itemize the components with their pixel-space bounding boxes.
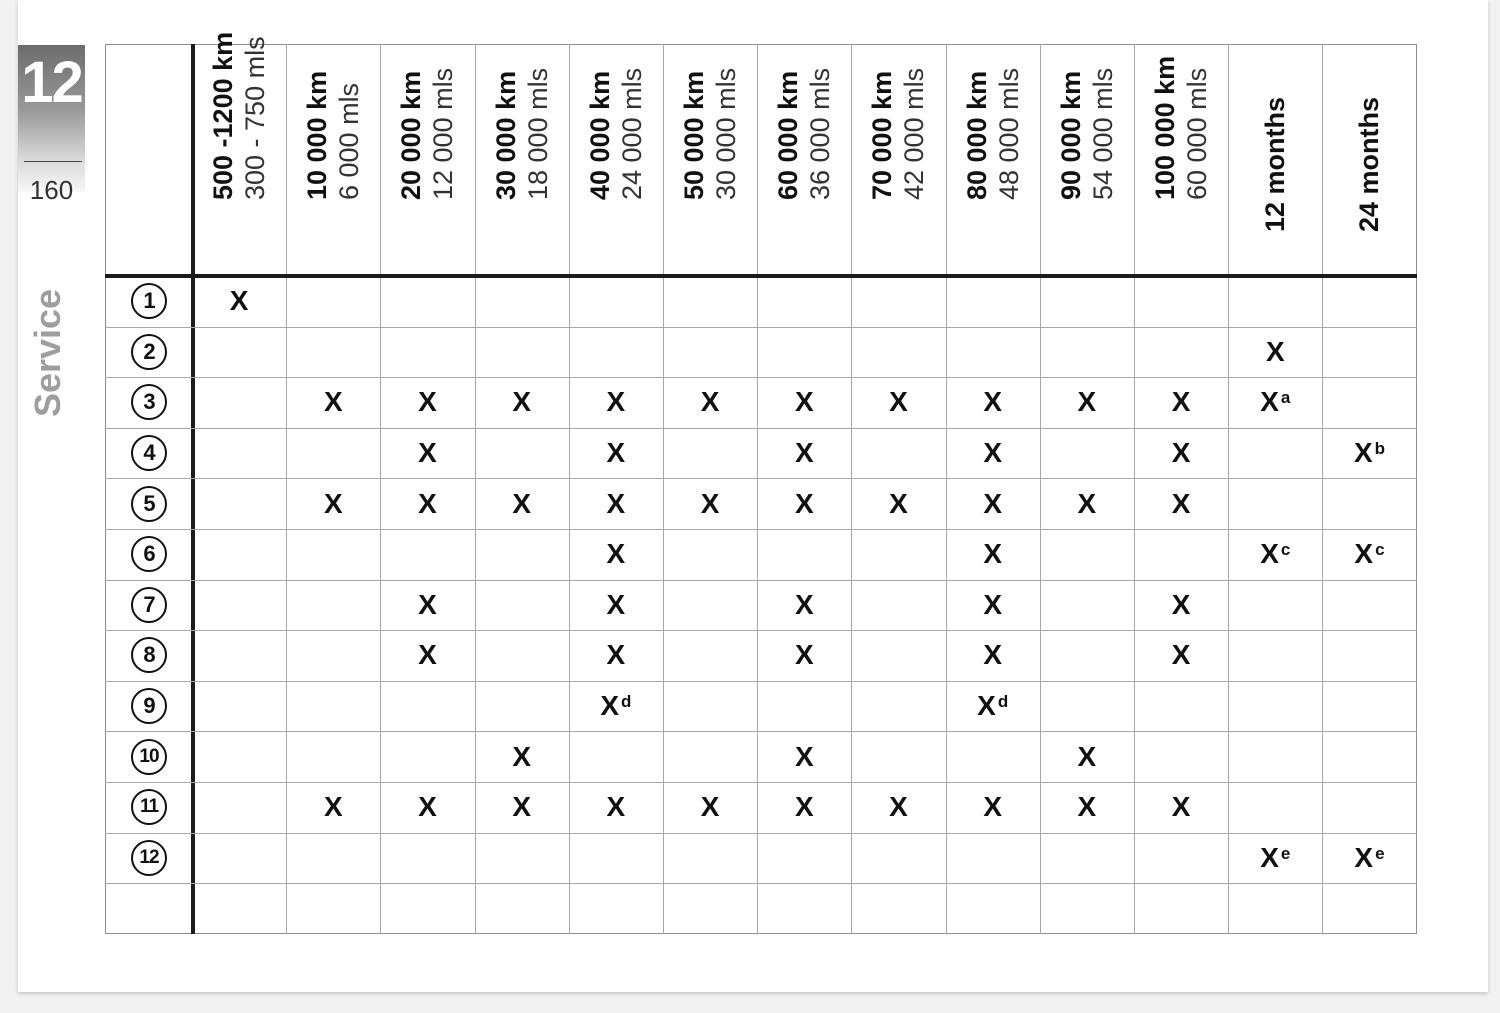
service-mark (1134, 782, 1228, 833)
service-mark (1134, 630, 1228, 681)
header-km: 30 000 km (490, 70, 521, 200)
service-mark (946, 428, 1040, 479)
service-mark (946, 580, 1040, 631)
service-mark (380, 630, 474, 681)
row-number (105, 276, 193, 327)
service-mark (946, 478, 1040, 529)
service-mark (569, 428, 663, 479)
header-km: 60 000 km (773, 70, 804, 200)
mark-x: X (983, 538, 1003, 570)
service-mark (475, 377, 569, 428)
row-number (105, 681, 193, 732)
service-mark (1134, 580, 1228, 631)
header-miles: 300 - 750 mls (240, 36, 271, 200)
service-mark (380, 478, 474, 529)
column-header-text (1259, 97, 1291, 232)
row-number (105, 327, 193, 378)
header-miles: 36 000 mls (805, 67, 836, 200)
service-mark (757, 377, 851, 428)
footnote-ref: c (1280, 540, 1291, 560)
row-divider (105, 529, 1417, 530)
footnote-ref: d (997, 692, 1009, 712)
service-mark (286, 377, 380, 428)
service-mark (380, 428, 474, 479)
service-mark (569, 630, 663, 681)
service-mark (663, 478, 757, 529)
column-header (1040, 44, 1134, 276)
service-mark (1040, 377, 1134, 428)
mark-x: X (512, 740, 532, 772)
mark-x: X (794, 639, 814, 671)
service-mark (569, 580, 663, 631)
header-miles: 6 000 mls (334, 82, 365, 200)
mark-x: X (512, 386, 532, 418)
row-number-badge: 3 (131, 384, 167, 420)
service-mark (946, 782, 1040, 833)
service-mark (946, 529, 1040, 580)
service-mark (1040, 731, 1134, 782)
mark-x: X (1077, 791, 1097, 823)
row-number (105, 428, 193, 479)
row-divider (105, 327, 1417, 328)
footnote-ref: e (1280, 843, 1291, 863)
mark-x: X (1265, 335, 1285, 367)
column-header-text (207, 32, 271, 200)
service-mark (946, 681, 1040, 732)
mark-x: X (794, 791, 814, 823)
column-header (851, 44, 945, 276)
row-number-badge: 5 (131, 486, 167, 522)
header-miles: 54 000 mls (1087, 67, 1118, 200)
mark-x: X (1260, 386, 1279, 418)
mark-x: X (418, 386, 437, 418)
mark-x: X (794, 588, 814, 620)
row-number-badge: 2 (131, 334, 167, 370)
mark-x: X (418, 437, 437, 469)
service-mark (286, 782, 380, 833)
footnote-ref: d (621, 692, 632, 712)
row-number (105, 630, 193, 681)
footnote-ref: e (1375, 843, 1385, 863)
header-km: 100 000 km (1150, 55, 1181, 200)
mark-x: X (794, 386, 814, 418)
row-number (105, 478, 193, 529)
chapter-number: 12 (21, 50, 82, 115)
header-miles: 30 000 mls (711, 67, 742, 200)
service-mark (192, 276, 286, 327)
column-header-text (1055, 68, 1119, 200)
row-number-badge: 4 (131, 435, 167, 471)
service-mark (663, 377, 757, 428)
service-mark (475, 478, 569, 529)
column-header (663, 44, 757, 276)
mark-x: X (1171, 487, 1191, 519)
header-km: 80 000 km (961, 70, 992, 200)
mark-x: X (794, 487, 814, 519)
mark-x: X (794, 740, 814, 772)
header-miles: 42 000 mls (899, 67, 930, 200)
column-header (475, 44, 569, 276)
header-miles: 60 000 mls (1182, 67, 1213, 200)
row-number (105, 529, 193, 580)
column-header (380, 44, 474, 276)
mark-x: X (983, 791, 1003, 823)
column-header (757, 44, 851, 276)
service-mark (475, 782, 569, 833)
mark-x: X (606, 639, 626, 671)
row-number-badge: 12 (131, 840, 167, 876)
mark-x: X (700, 386, 720, 418)
mark-x: X (794, 437, 814, 469)
mark-x: X (600, 690, 620, 722)
column-header (286, 44, 380, 276)
column-header-text (395, 68, 459, 200)
service-mark (380, 580, 474, 631)
mark-x: X (606, 538, 626, 570)
header-km: 500 -1200 km (208, 31, 239, 200)
header-km: 20 000 km (396, 70, 427, 200)
mark-x: X (418, 791, 437, 823)
service-mark (569, 681, 663, 732)
service-mark (757, 428, 851, 479)
mark-x: X (1354, 841, 1374, 873)
service-mark (1322, 428, 1416, 479)
footnote-ref: a (1280, 388, 1291, 408)
column-header (192, 31, 286, 276)
column-header-text (866, 68, 930, 200)
service-mark (1134, 377, 1228, 428)
service-mark (663, 782, 757, 833)
column-header-text (678, 68, 742, 200)
mark-x: X (418, 639, 437, 671)
service-mark (757, 731, 851, 782)
header-km: 50 000 km (679, 70, 710, 200)
mark-x: X (512, 791, 532, 823)
mark-x: X (606, 437, 626, 469)
service-mark (757, 782, 851, 833)
header-km: 70 000 km (867, 70, 898, 200)
header-km: 10 000 km (302, 70, 333, 200)
mark-x: X (418, 588, 437, 620)
column-header-text (772, 68, 836, 200)
mark-x: X (1077, 487, 1097, 519)
service-mark (757, 630, 851, 681)
service-mark (946, 630, 1040, 681)
mark-x: X (983, 639, 1003, 671)
service-mark (851, 782, 945, 833)
column-header (1134, 44, 1228, 276)
row-number (105, 377, 193, 428)
mark-x: X (1171, 791, 1191, 823)
service-mark (851, 478, 945, 529)
mark-x: X (1260, 841, 1279, 873)
row-number (105, 782, 193, 833)
column-header-text (961, 68, 1025, 200)
row-number-badge: 7 (131, 587, 167, 623)
service-mark (851, 377, 945, 428)
row-divider (105, 833, 1417, 834)
column-header-text (490, 68, 554, 200)
mark-x: X (983, 487, 1003, 519)
row-number-badge: 9 (131, 688, 167, 724)
mark-x: X (323, 791, 343, 823)
mark-x: X (700, 791, 720, 823)
service-schedule-table (105, 31, 1417, 934)
mark-x: X (983, 386, 1003, 418)
service-mark (1134, 428, 1228, 479)
column-header (1228, 44, 1322, 276)
mark-x: X (323, 487, 343, 519)
mark-x: X (700, 487, 720, 519)
column-header (946, 44, 1040, 276)
row-number-badge: 6 (131, 536, 167, 572)
mark-x: X (323, 386, 343, 418)
service-mark (475, 731, 569, 782)
service-mark (1228, 529, 1322, 580)
header-miles: 48 000 mls (993, 67, 1024, 200)
header-miles: 24 000 mls (616, 67, 647, 200)
header-km: 12 months (1260, 96, 1291, 232)
chapter-tab (18, 45, 85, 205)
column-header-text (584, 68, 648, 200)
service-mark (1228, 833, 1322, 884)
row-number-badge: 8 (131, 637, 167, 673)
service-mark (1322, 833, 1416, 884)
mark-x: X (1260, 538, 1279, 570)
mark-x: X (229, 285, 249, 317)
mark-x: X (606, 588, 626, 620)
header-km: 40 000 km (584, 70, 615, 200)
mark-x: X (1077, 386, 1097, 418)
service-mark (1040, 478, 1134, 529)
service-mark (757, 478, 851, 529)
row-number-badge: 10 (131, 739, 167, 775)
row-number-badge: 11 (131, 789, 167, 825)
mark-x: X (983, 588, 1003, 620)
page-number: 160 (29, 175, 74, 205)
header-km: 90 000 km (1055, 70, 1086, 200)
header-km: 24 months (1354, 96, 1385, 232)
mark-x: X (606, 791, 626, 823)
service-mark (569, 478, 663, 529)
mark-x: X (418, 487, 437, 519)
row-divider (105, 883, 1417, 884)
mark-x: X (889, 487, 908, 519)
header-miles: 12 000 mls (428, 67, 459, 200)
mark-x: X (512, 487, 532, 519)
row-number (105, 580, 193, 631)
tab-divider (24, 161, 82, 162)
mark-x: X (606, 386, 626, 418)
mark-x: X (889, 791, 908, 823)
service-mark (1040, 782, 1134, 833)
row-divider (105, 681, 1417, 682)
mark-x: X (1171, 639, 1191, 671)
mark-x: X (977, 690, 996, 722)
service-mark (380, 377, 474, 428)
column-header (569, 44, 663, 276)
footnote-ref: b (1374, 439, 1386, 459)
service-mark (946, 377, 1040, 428)
service-mark (569, 529, 663, 580)
column-header (1322, 44, 1416, 276)
service-mark (1322, 529, 1416, 580)
service-mark (286, 478, 380, 529)
column-header-text (301, 71, 365, 200)
mark-x: X (1171, 386, 1191, 418)
mark-x: X (1353, 437, 1373, 469)
column-header-text (1149, 56, 1213, 200)
service-mark (757, 580, 851, 631)
service-mark (569, 782, 663, 833)
service-mark (1134, 478, 1228, 529)
service-mark (1228, 377, 1322, 428)
column-header-text (1353, 97, 1385, 232)
mark-x: X (1171, 588, 1191, 620)
mark-x: X (1171, 437, 1191, 469)
section-title: Service (27, 288, 68, 418)
service-mark (1228, 327, 1322, 378)
row-number (105, 833, 193, 884)
mark-x: X (889, 386, 908, 418)
mark-x: X (606, 487, 626, 519)
footnote-ref: c (1375, 540, 1385, 560)
row-number-badge: 1 (131, 283, 167, 319)
row-number (105, 731, 193, 782)
mark-x: X (983, 437, 1003, 469)
service-mark (569, 377, 663, 428)
service-mark (380, 782, 474, 833)
mark-x: X (1354, 538, 1374, 570)
mark-x: X (1077, 740, 1097, 772)
header-miles: 18 000 mls (522, 67, 553, 200)
